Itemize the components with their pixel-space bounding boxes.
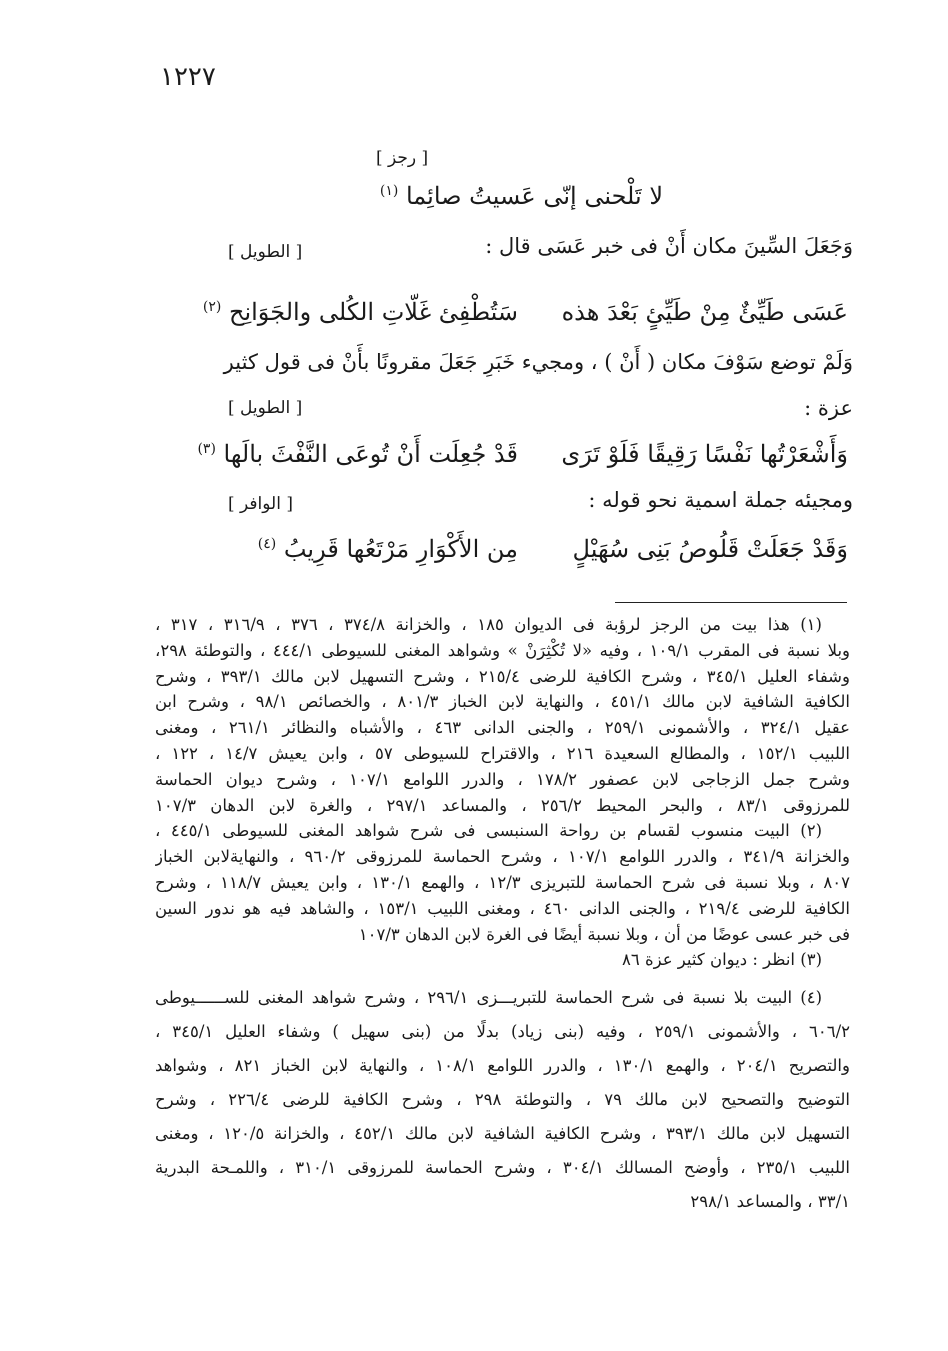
body-line-nominal: ومجيئه جملة اسمية نحو قوله : [588,488,853,512]
footnote-line: وشرح جمل الزجاجى لابن عصفور ١٧٨/٢ ، والدرر اللوامع ١٠٧/١ ، وشرح ديوان الحماسة [155,769,850,789]
footnote-line: التسهيل لابن مالك ٣٩٣/١ ، وشرح الكافية الشافية لابن مالك ٤٥٢/١ ، والخزانة ١٢٠/٥ ، ومغنى [155,1124,850,1144]
body-line-azza: عزة : [804,396,853,420]
verse-2-second-hemistich [201,298,518,326]
verse-3-first-hemistich: وَأَشْعَرْتُها نَفْسًا رَقِيقًا فَلَوْ تَرَى [561,440,848,468]
footnote-line: للمرزوقى ٨٣/١ ، والبحر المحيط ٢٥٦/٢ ، والمساعد ٢٩٧/١ ، والغرة لابن الدهان ١٠٧/٣ [155,795,850,815]
footnote-line: (١) هذا بيت من الرجز لرؤبة فى الديوان ١٨٥ ، والخزانة ٣٧٤/٨ ، ٣٧٦ ، ٣١٦/٩ ، ٣١٧ ، [155,615,822,634]
footnote-ref-4: (٤) [257,536,277,552]
footnote-line: (٢) البيت منسوب لقسام بن رواحة السنبسى فى شرح شواهد المغنى للسيوطى ٤٤٥/١ ، [155,821,823,841]
footnote-line: اللبيب ١٥٢/١ ، والمطالع السعيدة ٢١٦ ، والاقتراح للسيوطى ٥٧ ، وابن يعيش ١٤/٧ ، ١٢٢ ، [155,743,850,763]
verse-3-second-hemistich [195,440,518,468]
footnote-1 [155,612,850,818]
meter-label-tawil-2: [ الطويل ] [228,398,303,418]
page-number: ١٢٢٧ [160,62,216,92]
footnote-line: ٦٠٦/٢ ، والأشمونى ٢٥٩/١ ، وفيه (بنى زياد) بدلًا من (بنى سهيل ) وشفاء العليل ٣٤٥/١ ، [155,1022,850,1042]
body-line-intro-tawil: وَجَعَلَ السِّينَ مكان أَنْ فى خبر عَسَى قال : [485,234,853,258]
footnote-line: الكافية الشافية لابن مالك ٤٥١/١ ، والنهاية لابن الخباز ٨٠١/٣ ، والخصائص ٩٨/١ ، وشرح ابن [155,692,850,712]
footnote-line: وشفاء العليل ٣٤٥/١ ، وشرح الكافية للرضى ٢١٥/٤ ، وشرح التسهيل لابن مالك ٣٩٣/١ ، وشرح [155,666,850,686]
footnote-line: فى خبر عسى عوضًا من أن ، وبلا نسبة أيضًا فى الغرة لابن الدهان ١٠٧/٣ [358,924,850,944]
footnote-line: التوضيح والتصحيح لابن مالك ٧٩ ، والتوطئة ٢٩٨ ، وشرح الكافية للرضى ٢٢٦/٤ ، وشرح [155,1090,850,1110]
verse-4-second-text: مِن الأَكْوَارِ مَرْتَعُها قَرِيبُ [283,535,518,563]
footnote-gap [155,973,850,981]
footnote-line: الكافية للرضى ٢١٩/٤ ، والجنى الدانى ٤٦٠ ، ومغنى اللبيب ١٥٣/١ ، والشاهد فيه هو ندور السين [155,898,850,918]
meter-label-wafir: [ الوافر ] [228,494,293,514]
footnote-4 [155,981,850,1219]
verse-4-second-hemistich [256,535,518,563]
footnote-2 [155,818,850,947]
footnote-line: اللبيب ٢٣٥/١ ، وأوضح المسالك ٣٠٤/١ ، وشرح الحماسة للمرزوقى ٣١٠/١ ، واللمـحة البدرية [155,1158,850,1178]
verse-4-first-hemistich: وَقَدْ جَعَلَتْ قَلُوصُ بَنِى سُهَيْلٍ [572,535,848,563]
footnote-separator [615,602,847,603]
footnote-line: (٣) انظر : ديوان كثير عزة ٨٦ [621,950,822,970]
verse-3-second-text: قَدْ جُعِلَت أَنْ تُوعَى النَّفْثَ بالَها [223,440,518,468]
verse-2-first-hemistich: عَسَى طَيِّئٌ مِنْ طَيِّئٍ بَعْدَ هذه [561,298,848,326]
verse-1 [378,182,663,210]
body-line-kuthayyir: وَلَمْ توضع سَوْفَ مكان ( أَنْ ) ، ومجيء خَبَرِ جَعَلَ مقرونًا بأَنْ فى قول كثير [223,350,853,374]
footnote-line: ٨٠٧ ، وبلا نسبة فى شرح الحماسة للتبريزى ١٢/٣ ، والهمع ١٣٠/١ ، وابن يعيش ١١٨/٧ ، وشرح [155,872,850,892]
footnote-ref-1: (١) [379,183,399,199]
footnote-line: والخزانة ٣٤١/٩ ، والدرر اللوامع ١٠٧/١ ، وشرح الحماسة للمرزوقى ٩٦٠/٢ ، والنهايةلابن الخباز [155,847,850,867]
footnote-3 [155,947,850,973]
footnote-line: وبلا نسبة فى المقرب ١٠٩/١ ، وفيه «لا تُكْثِرَنْ » وشواهد المغنى للسيوطى ٤٤٤/١ ، والتوطئة ٢٩٨، [155,640,850,660]
footnote-ref-3: (٣) [197,441,216,457]
verse-2-second-text: سَتُطْفِئ غَلّاتِ الكُلى والجَوَانِح [228,298,518,326]
footnote-ref-2: (٢) [202,299,222,315]
footnote-line: عقيل ٣٢٤/١ ، والأشمونى ٢٥٩/١ ، والجنى الدانى ٤٦٣ ، والأشباه والنظائر ٢٦١/١ ، ومغنى [155,718,850,738]
verse-1-text: لا تَلْحنى إنّى عَسيتُ صائِما [405,182,663,210]
meter-label-rajaz: [ رجز ] [376,148,429,168]
meter-label-tawil-1: [ الطويل ] [228,242,303,262]
footnote-line: ٣٣/١ ، والمساعد ٢٩٨/١ [690,1192,850,1212]
footnote-line: (٤) البيت بلا نسبة فى شرح الحماسة للتبريـــزى ٢٩٦/١ ، وشرح شواهد المغنى للســــــيوطى [155,988,822,1008]
footnote-line: والتصريح ٢٠٤/١ ، والهمع ١٣٠/١ ، والدرر اللوامع ١٠٨/١ ، والنهاية لابن الخباز ٨٢١ ، وشواهد [155,1056,850,1076]
footnotes [155,612,850,1219]
